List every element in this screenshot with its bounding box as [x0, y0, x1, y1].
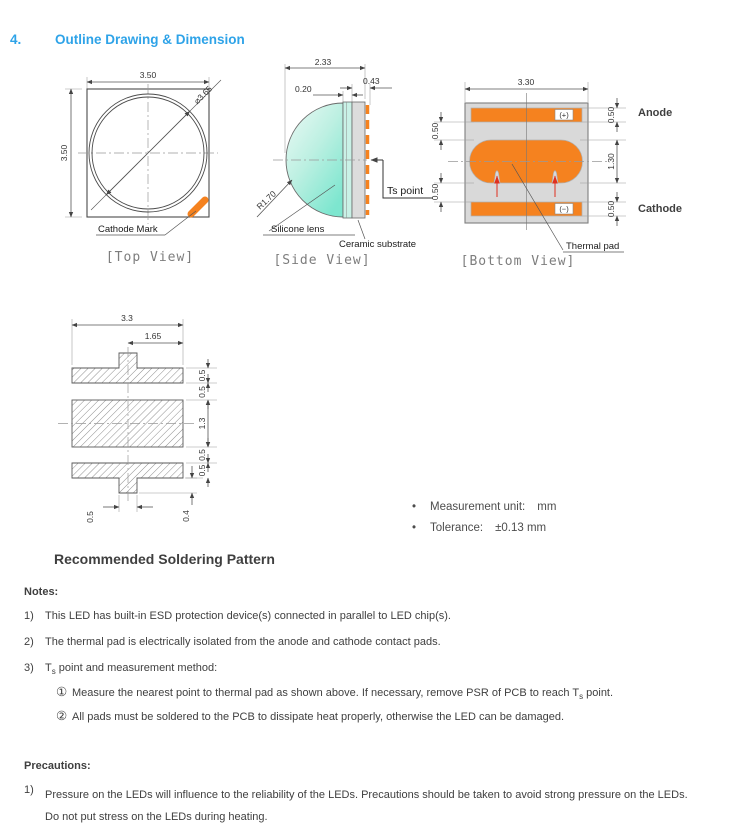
precautions-label: Precautions:: [24, 760, 91, 772]
dim-top-width: 3.50: [139, 70, 157, 80]
dim-total-width: 2.33: [314, 57, 332, 67]
dim-sp-half: 1.65: [144, 331, 162, 341]
precaution-text: Pressure on the LEDs will influence to the reliability of the LEDs. Precautions should be taken to avoid strong pressure on the LEDs. Do not put stress on the LEDs during heating.: [45, 789, 688, 823]
section-title: Outline Drawing & Dimension: [55, 32, 245, 47]
dim-sp-tab-width: 0.5: [85, 511, 95, 523]
dim-gap-top: 0.50: [430, 122, 440, 140]
measurement-unit-value: mm: [537, 501, 557, 513]
dim-lens-diameter: ⌀3.65: [191, 83, 215, 107]
measurement-unit-label: Measurement unit:: [430, 501, 526, 513]
ceramic-substrate-label: Ceramic substrate: [339, 239, 417, 250]
bullet-icon: •: [412, 501, 417, 513]
precaution-number: 1): [24, 784, 34, 796]
dim-sp-gap1: 0.5: [197, 386, 207, 398]
dim-lens-edge-th: 0.20: [295, 84, 312, 94]
dim-sp-pad2: 0.5: [197, 464, 207, 477]
soldering-pattern-heading: Recommended Soldering Pattern: [54, 551, 275, 567]
dim-substrate-th: 0.43: [363, 76, 380, 86]
dim-sp-center: 1.3: [197, 417, 207, 430]
dim-thermal-pad: 1.30: [606, 153, 616, 170]
side-view-drawing: [255, 55, 455, 275]
dim-lens-radius: R1.70: [255, 188, 278, 212]
ts-rest: point and measurement method:: [55, 662, 218, 674]
bottom-view-caption: [Bottom View]: [460, 254, 576, 269]
anode-polarity-mark: (+): [559, 110, 569, 120]
note-item-1: [24, 610, 451, 622]
anode-label: Anode: [638, 107, 673, 119]
ts-point-label: Ts point: [387, 185, 424, 197]
solder-pad-top: [72, 353, 183, 383]
note-text: The thermal pad is electrically isolated from the anode and cathode contact pads.: [45, 636, 441, 648]
cathode-label: Cathode: [638, 203, 682, 215]
bullet-icon: •: [412, 522, 417, 534]
solder-pattern-drawing: [45, 305, 260, 540]
cathode-mark: [191, 200, 205, 214]
dim-sp-tab-offset: 0.4: [181, 510, 191, 522]
dim-gap-bottom: 0.50: [430, 183, 440, 201]
note-item-3: [24, 662, 217, 676]
section-number: 4.: [10, 32, 22, 47]
precaution-item-1: [24, 784, 693, 823]
note-number: 1): [24, 610, 34, 622]
subnote-text: All pads must be soldered to the PCB to dissipate heat properly, otherwise the LED can be damaged.: [72, 711, 565, 723]
ts-prefix: T: [45, 662, 52, 674]
side-view-caption: [Side View]: [273, 253, 371, 268]
dim-anode-pad: 0.50: [606, 106, 616, 124]
legend-measurement-unit: [412, 501, 556, 513]
dim-sp-width: 3.3: [121, 313, 133, 323]
legend-tolerance: [412, 522, 556, 534]
thermal-pad-label: Thermal pad: [566, 241, 620, 252]
cathode-polarity-mark: (−): [559, 204, 569, 214]
measurement-legend: [412, 501, 556, 543]
subnote-item-1: [56, 684, 613, 701]
subnote-item-2: [56, 708, 564, 723]
tolerance-label: Tolerance:: [430, 522, 484, 534]
ts-subscript: s: [579, 692, 584, 702]
dim-left-height: 3.50: [59, 144, 69, 162]
cathode-mark-label: Cathode Mark: [98, 224, 158, 235]
ts-subscript: s: [51, 667, 56, 677]
dim-sp-pad1: 0.5: [197, 369, 207, 382]
circled-number-2: ②: [56, 709, 68, 723]
subnote-prefix: Measure the nearest point to thermal pad as shown above. If necessary, remove PSR of PCB to reach T: [72, 687, 580, 699]
dim-bottom-width: 3.30: [517, 77, 535, 87]
top-view-caption: [Top View]: [105, 250, 195, 265]
note-text: This LED has built-in ESD protection device(s) connected in parallel to LED chip(s).: [45, 610, 451, 622]
note-item-2: [24, 636, 441, 648]
bottom-view-drawing: [430, 60, 734, 275]
circled-number-1: ①: [56, 685, 68, 699]
dim-sp-gap2: 0.5: [197, 449, 207, 461]
subnote-rest: point.: [583, 687, 614, 699]
note-number: 2): [24, 636, 34, 648]
note-number: 3): [24, 662, 34, 674]
subnote-text: [72, 687, 614, 702]
notes-label: Notes:: [24, 586, 59, 598]
silicone-lens-label: Silicone lens: [271, 224, 325, 235]
solder-pad-bottom: [72, 463, 183, 493]
note-text: [45, 662, 218, 677]
dim-cathode-pad: 0.50: [606, 200, 616, 218]
top-view-drawing: [38, 58, 253, 273]
tolerance-value: ±0.13 mm: [495, 522, 547, 534]
